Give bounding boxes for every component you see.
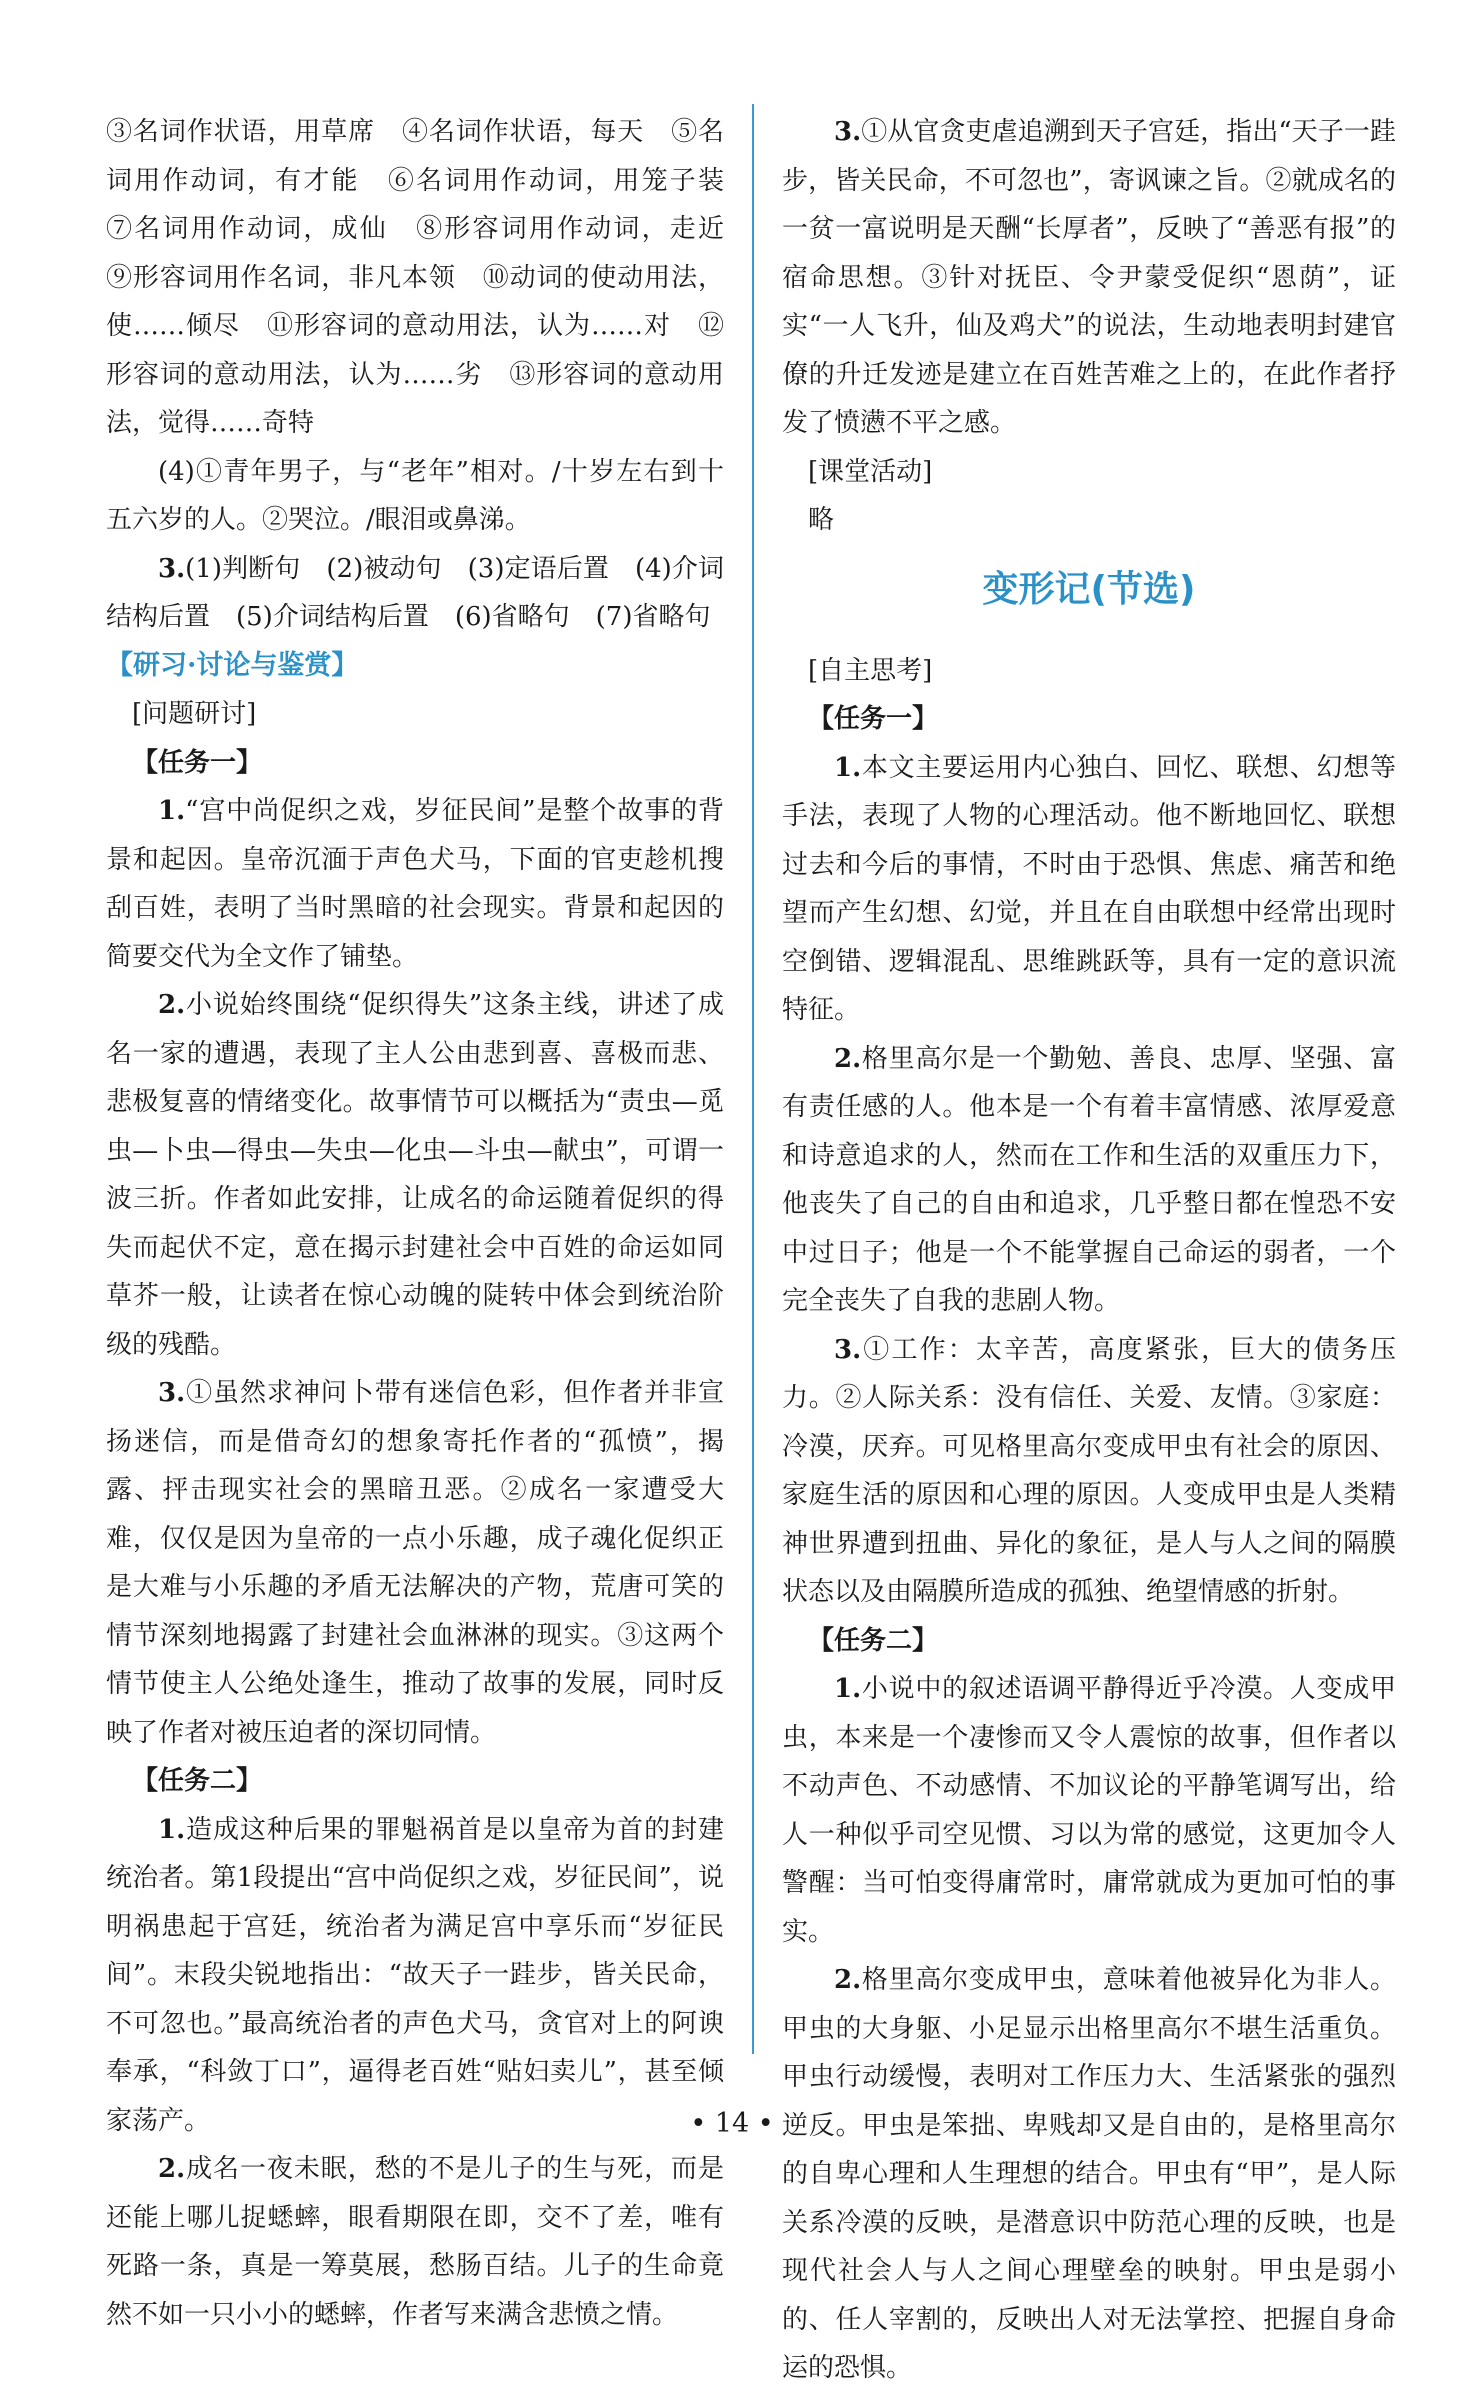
item-text: 格里高尔是一个勤勉、善良、忠厚、坚强、富有责任感的人。他本是一个有着丰富情感、浓厚爱意和诗意追求的人，然而在工作和生活的双重压力下，他丧失了自己的自由和追求，几乎整日都在惶恐不安中过日子；他是一个不能掌握自己命运的弱者，一个完全丧失了自我的悲剧人物。 (782, 1043, 1396, 1316)
answer-item (106, 981, 724, 1369)
item-number: 1. (834, 1674, 862, 1704)
subsection-tag: [自主思考] (808, 655, 933, 686)
answer-item (782, 744, 1396, 1035)
item-text: ①从官贪吏虐追溯到天子宫廷，指出“天子一跬步，皆关民命，不可忽也”，寄讽谏之旨。②就成名的一贫一富说明是天酬“长厚者”，反映了“善恶有报”的宿命思想。③针对抚臣、令尹蒙受促织“恩荫”，证实“一人飞升，仙及鸡犬”的说法，生动地表明封建官僚的升迁发迹是建立在百姓苦难之上的，在此作者抒发了愤懑不平之感。 (782, 117, 1396, 438)
item-text: “宫中尚促织之戏，岁征民间”是整个故事的背景和起因。皇帝沉湎于声色犬马，下面的官吏趁机搜刮百姓，表明了当时黑暗的社会现实。背景和起因的简要交代为全文作了铺垫。 (106, 796, 724, 972)
answer-item (782, 1956, 1396, 2393)
item-number: 3. (834, 1334, 862, 1365)
item-text: 小说中的叙述语调平静得近乎冷漠。人变成甲虫，本来是一个凄惨而又令人震惊的故事，但作者以不动声色、不动感情、不加议论的平静笔调写出，给人一种似乎司空见惯、习以为常的感觉，这更加令人警醒：当可怕变得庸常时，庸常就成为更加可怕的事实。 (782, 1674, 1396, 1947)
item-number: 3. (158, 553, 186, 584)
section-heading: 【研习·讨论与鉴赏】 (106, 649, 359, 681)
item-number: 3. (158, 1378, 186, 1408)
answer-item (106, 1806, 724, 2146)
item-number: 2. (158, 990, 186, 1020)
item-text: (1)判断句 (2)被动句 (3)定语后置 (4)介词结构后置 (5)介词结构后置 (6)省略句 (7)省略句 (106, 553, 724, 632)
item-number: 2. (158, 2154, 186, 2184)
paragraph-item-3 (106, 545, 724, 642)
item-text: 成名一夜未眠，愁的不是儿子的生与死，而是还能上哪儿捉蟋蟀，眼看期限在即，交不了差，唯有死路一条，真是一筹莫展，愁肠百结。儿子的生命竟然不如一只小小的蟋蟀，作者写来满含悲愤之情。 (106, 2154, 724, 2330)
item-text: 本文主要运用内心独白、回忆、联想、幻想等手法，表现了人物的心理活动。他不断地回忆、联想过去和今后的事情，不时由于恐惧、焦虑、痛苦和绝望而产生幻想、幻觉，并且在自由联想中经常出现时空倒错、逻辑混乱、思维跳跃等，具有一定的意识流特征。 (782, 752, 1396, 1025)
item-text: ①工作：太辛苦，高度紧张，巨大的债务压力。②人际关系：没有信任、关爱、友情。③家庭：冷漠，厌弃。可见格里高尔变成甲虫有社会的原因、家庭生活的原因和心理的原因。人变成甲虫是人类精神世界遭到扭曲、异化的象征，是人与人之间的隔膜状态以及由隔膜所造成的孤独、绝望情感的折射。 (782, 1334, 1396, 1607)
task-heading-one: 【任务一】 (808, 704, 939, 734)
item-text: 小说始终围绕“促织得失”这条主线，讲述了成名一家的遭遇，表现了主人公由悲到喜、喜极而悲、悲极复喜的情绪变化。故事情节可以概括为“责虫—觅虫—卜虫—得虫—失虫—化虫—斗虫—献虫”，可谓一波三折。作者如此安排，让成名的命运随着促织的得失而起伏不定，意在揭示封建社会中百姓的命运如同草芥一般，让读者在惊心动魄的陡转中体会到统治阶级的残酷。 (106, 990, 724, 1360)
column-divider (752, 104, 754, 2054)
task-heading-two: 【任务二】 (808, 1625, 939, 1656)
answer-item (782, 1035, 1396, 1326)
item-number: 2. (834, 1965, 862, 1995)
paragraph-item-4: (4)①青年男子，与“老年”相对。/十岁左右到十五六岁的人。②哭泣。/眼泪或鼻涕。 (106, 456, 724, 535)
task-heading-two: 【任务二】 (132, 1766, 263, 1796)
item-number: 2. (834, 1043, 862, 1074)
continued-paragraph: ③名词作状语，用草席 ④名词作状语，每天 ⑤名词用作动词，有才能 ⑥名词用作动词，用笼子装 ⑦名词用作动词，成仙 ⑧形容词用作动词，走近 ⑨形容词用作名词，非凡本领 ⑩动词的使动用法，使……倾尽 ⑪形容词的意动用法，认为……对 ⑫形容词的意动用法，认为……劣 ⑬形容词的意动用法，觉得……奇特 (106, 117, 751, 438)
item-number: 3. (834, 117, 862, 147)
answer-item (782, 108, 1396, 448)
item-number: 1. (834, 752, 862, 783)
omitted-note: 略 (808, 505, 835, 535)
lesson-title: 变形记(节选) (982, 568, 1196, 610)
item-text: 格里高尔变成甲虫，意味着他被异化为非人。甲虫的大身躯、小足显示出格里高尔不堪生活重负。甲虫行动缓慢，表明对工作压力大、生活紧张的强烈逆反。甲虫是笨拙、卑贱却又是自由的，是格里高尔的自卑心理和人生理想的结合。甲虫有“甲”，是人际关系冷漠的反映，是潜意识中防范心理的反映，也是现代社会人与人之间心理壁垒的映射。甲虫是弱小的、任人宰割的，反映出人对无法掌控、把握自身命运的恐惧。 (782, 1965, 1396, 2383)
right-column (782, 108, 1396, 2393)
answer-item (106, 1369, 724, 1757)
task-heading-one: 【任务一】 (132, 747, 263, 778)
item-text: 造成这种后果的罪魁祸首是以皇帝为首的封建统治者。第1段提出“宫中尚促织之戏，岁征民间”，说明祸患起于宫廷，统治者为满足宫中享乐而“岁征民间”。末段尖锐地指出：“故天子一跬步，皆关民命，不可忽也。”最高统治者的声色犬马，贪官对上的阿谀奉承，“科敛丁口”，逼得老百姓“贴妇卖儿”，甚至倾家荡产。 (106, 1814, 724, 2136)
subsection-tag: [课堂活动] (808, 456, 933, 487)
answer-item (782, 1665, 1396, 1956)
item-text: ①虽然求神问卜带有迷信色彩，但作者并非宣扬迷信，而是借奇幻的想象寄托作者的“孤愤”，揭露、抨击现实社会的黑暗丑恶。②成名一家遭受大难，仅仅是因为皇帝的一点小乐趣，成子魂化促织正是大难与小乐趣的矛盾无法解决的产物，荒唐可笑的情节深刻地揭露了封建社会血淋淋的现实。③这两个情节使主人公绝处逢生，推动了故事的发展，同时反映了作者对被压迫者的深切同情。 (106, 1378, 724, 1748)
answer-item (106, 787, 724, 981)
item-number: 1. (158, 796, 186, 826)
subsection-tag: [问题研讨] (132, 699, 257, 729)
answer-item (106, 2145, 724, 2339)
page-number: • 14 • (690, 2108, 774, 2139)
answer-item (782, 1326, 1396, 1617)
item-number: 1. (158, 1814, 186, 1845)
